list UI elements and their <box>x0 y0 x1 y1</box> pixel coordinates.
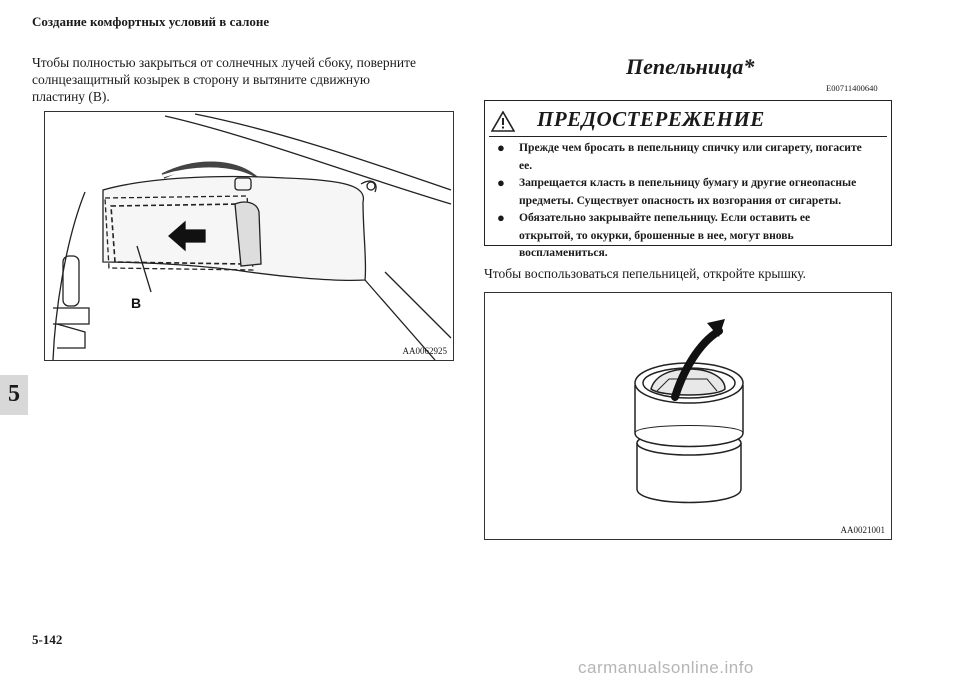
warning-item-line: открытой, то окурки, брошенные в нее, могут вновь <box>519 228 794 242</box>
bullet-icon: ● <box>497 210 505 225</box>
figure-code: AA0021001 <box>840 525 885 535</box>
warning-item <box>493 139 885 174</box>
sun-visor-figure <box>44 111 454 361</box>
warning-item <box>493 209 885 262</box>
warning-item-line: предметы. Существует опасность их возгорания от сигареты. <box>519 193 842 207</box>
section-code: E00711400640 <box>826 83 878 93</box>
warning-heading: ПРЕДОСТЕРЕЖЕНИЕ <box>537 107 765 131</box>
warning-item <box>493 174 885 209</box>
chapter-number: 5 <box>8 381 20 407</box>
warning-item-line: Обязательно закрывайте пепельницу. Если оставить ее <box>519 211 811 224</box>
section-title: Пепельница* <box>626 54 755 79</box>
running-header: Создание комфортных условий в салоне <box>32 14 270 29</box>
intro-paragraph <box>32 54 452 105</box>
warning-list <box>493 139 885 262</box>
warning-triangle-icon <box>491 111 515 132</box>
figure-label-b: B <box>131 295 142 311</box>
warning-item-line: Запрещается класть в пепельницу бумагу и другие огнеопасные <box>519 176 857 189</box>
warning-divider <box>489 136 887 137</box>
bullet-icon: ● <box>497 175 505 190</box>
bullet-icon: ● <box>497 140 505 155</box>
intro-line: Чтобы полностью закрыться от солнечных лучей сбоку, поверните <box>32 55 416 70</box>
warning-item-line: ее. <box>519 158 533 172</box>
usage-text: Чтобы воспользоваться пепельницей, откройте крышку. <box>484 266 806 281</box>
ashtray-illustration <box>485 293 891 539</box>
page-number: 5-142 <box>32 632 63 647</box>
figure-code: AA0062925 <box>402 346 447 356</box>
warning-box <box>484 100 892 259</box>
warning-item-line: воспламениться. <box>519 246 608 259</box>
intro-line: солнцезащитный козырек в сторону и вытяните сдвижную <box>32 72 370 87</box>
warning-item-line: Прежде чем бросать в пепельницу спичку или сигарету, погасите <box>519 141 862 154</box>
ashtray-figure <box>484 292 892 540</box>
sun-visor-illustration <box>45 112 453 360</box>
watermark: carmanualsonline.info <box>578 658 754 677</box>
chapter-tab <box>0 375 28 415</box>
intro-line: пластину (B). <box>32 89 110 104</box>
